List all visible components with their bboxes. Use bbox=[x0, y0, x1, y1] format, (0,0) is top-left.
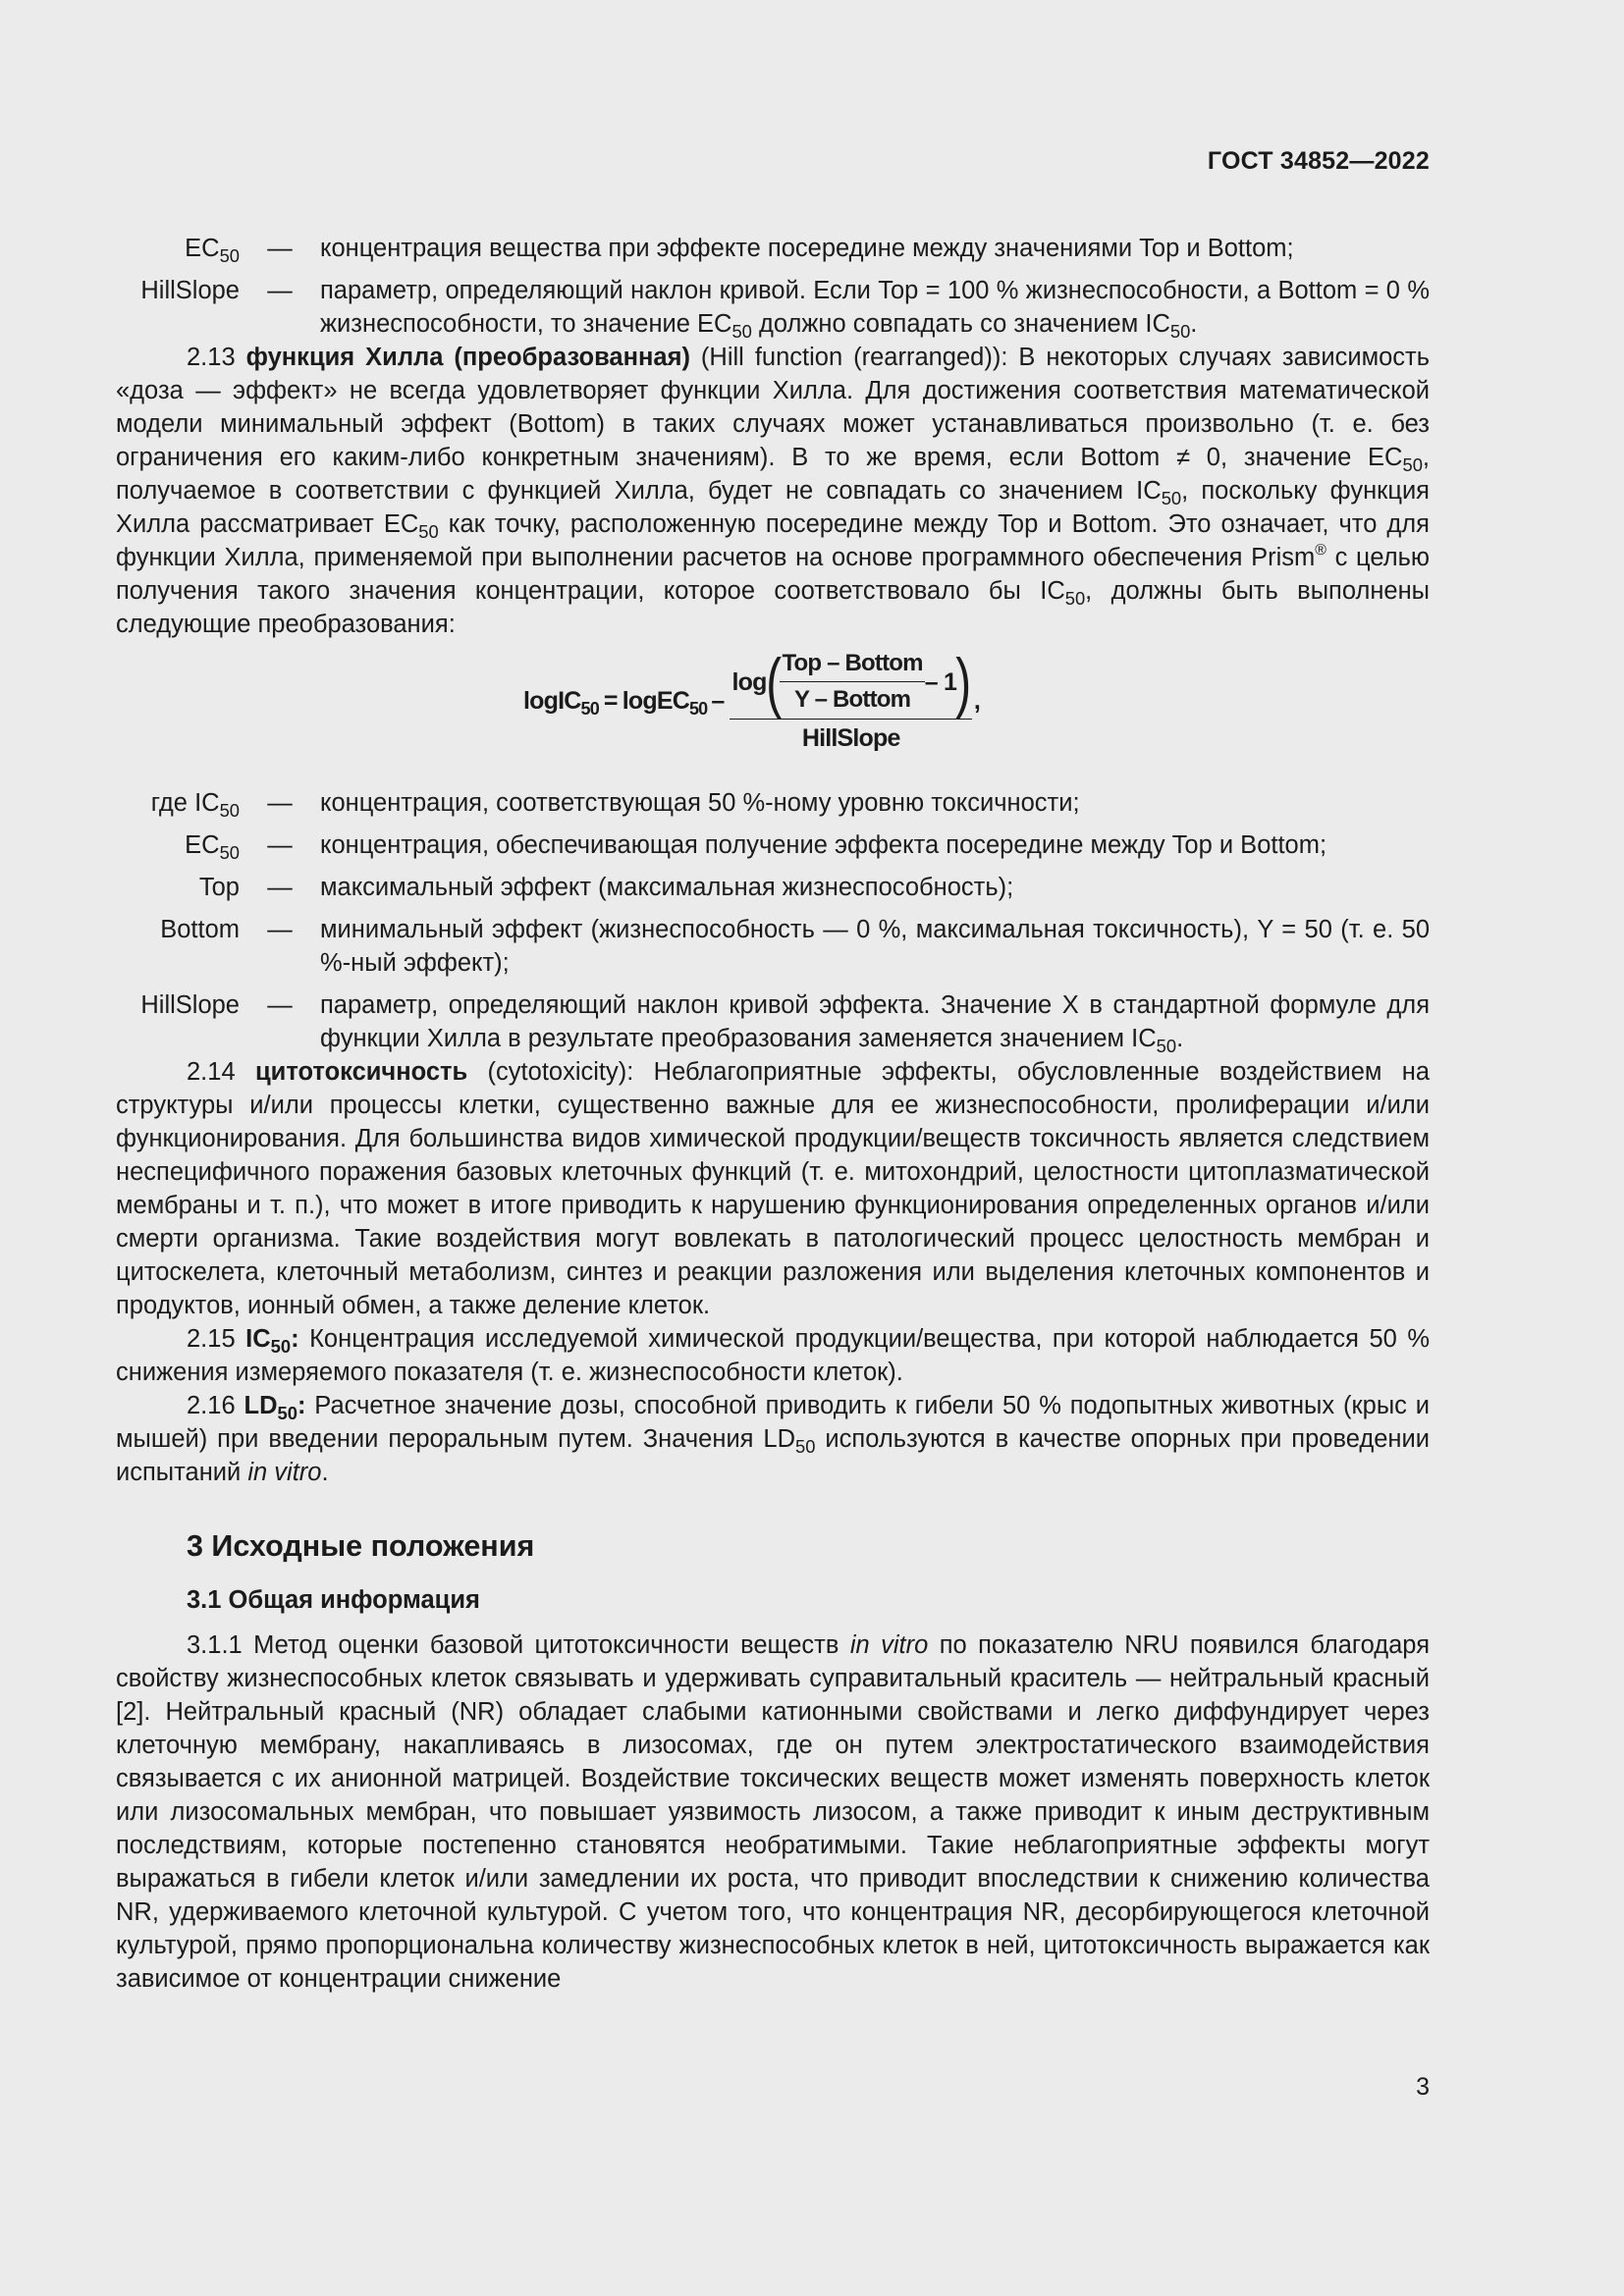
definition-dash: — bbox=[267, 831, 293, 859]
term-ld50: $LD_{50}$: bbox=[244, 1392, 306, 1423]
definition-term: Top bbox=[198, 874, 240, 901]
definition-ec50 bbox=[116, 232, 1430, 265]
document-id-header: ГОСТ 34852—2022 bbox=[1207, 147, 1430, 175]
definition-term: где $IC_{50}$ bbox=[150, 789, 240, 821]
definition-dash: — bbox=[267, 789, 293, 817]
definition-ic50 bbox=[116, 786, 1430, 820]
paragraph-2-16: 2.16 $LD_{50}$: Расчетное значение дозы, способной приводить к гибели 50 % подопытных животных (крыс и мышей) при введении пероральным путем. Значения $LD_{50}$ используются в качестве опорных при проведении испытаний in vitro. bbox=[116, 1392, 1431, 1486]
definition-text: концентрация, обеспечивающая получение эффекта посередине между Top и Bottom; bbox=[320, 831, 1327, 859]
definition-hillslope bbox=[116, 988, 1430, 1055]
definition-dash: — bbox=[267, 277, 293, 304]
paragraph-2-13: 2.13 функция Хилла (преобразованная) (Hill function (rearranged)): В некоторых случаях зависимость «доза — эффект» не всегда удовлетворяет функции Хилла. Для достижения соответствия математической модели минимальный эффект (Bottom) в таких случаях может устанавливаться произвольно (т. е. без ограничения его каким-либо конкретным значениям). В то же время, если Bottom ≠ 0, значение $EC_{50}$, получаемое в соответствии с функцией Хилла, будет не совпадать со значением $IC_{50}$, поскольку функция Хилла рассматривает $EC_{50}$ как точку, расположенную посередине между Top и Bottom. Это означает, что для функции Хилла, применяемой при выполнении расчетов на основе программного обеспечения Prism® с целью получения такого значения концентрации, которое соответствовало бы $IC_{50}$, должны быть выполнены следующие преобразования: bbox=[116, 344, 1431, 638]
definition-text: концентрация, соответствующая 50 %-ному уровню токсичности; bbox=[320, 789, 1080, 817]
definition-text: максимальный эффект (максимальная жизнеспособность); bbox=[320, 874, 1014, 901]
term-cytotoxicity: цитотоксичность bbox=[254, 1058, 468, 1086]
formula-rhs: logEC$_{50}$ bbox=[622, 687, 708, 719]
definition-text: концентрация вещества при эффекте посередине между значениями Top и Bottom; bbox=[320, 235, 1294, 262]
definition-term: Bottom bbox=[160, 916, 240, 943]
definition-dash: — bbox=[267, 991, 293, 1019]
definition-text: минимальный эффект (жизнеспособность — 0 %, максимальная токсичность), Y = 50 (т. е. 50 %-ный эффект); bbox=[320, 916, 1430, 977]
definition-term: HillSlope bbox=[140, 991, 240, 1019]
formula-denominator: HillSlope bbox=[730, 719, 971, 755]
formula-block bbox=[116, 641, 1430, 786]
definition-term: $EC_{50}$ bbox=[185, 235, 240, 266]
definition-dash: — bbox=[267, 916, 293, 943]
formula-numerator: log ( $\frac{\text{Top – Bottom}}{\text{Y – Bottom}}$ – 1 ) bbox=[731, 644, 971, 720]
definition-top bbox=[116, 871, 1430, 904]
subsection-heading-3-1: 3.1 Общая информация bbox=[187, 1586, 480, 1614]
definition-text: параметр, определяющий наклон кривой. Если Top = 100 % жизнеспособности, а Bottom = 0 % жизнеспособности, то значение $EC_{50}$ должно совпадать со значением $IC_{50}$. bbox=[320, 277, 1430, 342]
definition-ec50 bbox=[116, 828, 1430, 862]
formula-equals: = bbox=[603, 687, 618, 715]
definition-dash: — bbox=[267, 235, 293, 262]
definition-hillslope bbox=[116, 274, 1430, 341]
paragraph-2-15: 2.15 $IC_{50}$: Концентрация исследуемой химической продукции/вещества, при которой наблюдается 50 % снижения измеряемого показателя (т. е. жизнеспособности клеток). bbox=[116, 1325, 1430, 1386]
definition-term: $EC_{50}$ bbox=[185, 831, 240, 863]
formula-open-paren: ( bbox=[765, 644, 782, 720]
term-ic50: $IC_{50}$: bbox=[245, 1325, 299, 1357]
formula-minus: – bbox=[711, 687, 725, 715]
formula-lhs: logIC$_{50}$ bbox=[523, 687, 599, 719]
formula-inner-fraction: $\frac{\text{Top – Bottom}}{\text{Y – Bottom}}$ bbox=[780, 647, 924, 717]
page-number: 3 bbox=[1416, 2073, 1430, 2101]
formula-trail: , bbox=[973, 687, 981, 715]
definition-list-where bbox=[116, 786, 1430, 1055]
definition-dash: — bbox=[267, 874, 293, 901]
definition-list-top bbox=[116, 232, 1430, 341]
paragraph-2-14: 2.14 цитотоксичность (cytotoxicity): Неблагоприятные эффекты, обусловленные воздействием на структуры и/или процессы клетки, существенно важные для ее жизнеспособности, пролиферации и/или функционирования. Для большинства видов химической продукции/веществ токсичность является следствием неспецифичного поражения базовых клеточных функций (т. е. митохондрий, целостности цитоплазматической мембраны и т. п.), что может в итоге приводить к нарушению функционирования определенных органов и/или смерти организма. Такие воздействия могут вовлекать в патологический процесс целостность мембран и цитоскелета, клеточный метаболизм, синтез и реакции разложения или выделения клеточных компонентов и продуктов, ионный обмен, а также деление клеток. bbox=[116, 1058, 1431, 1319]
page-content bbox=[116, 232, 1430, 1996]
definition-text: параметр, определяющий наклон кривой эффекта. Значение X в стандартной формуле для функции Хилла в результате преобразования заменяется значением $IC_{50}$. bbox=[320, 991, 1430, 1056]
definition-term: HillSlope bbox=[140, 277, 240, 304]
definition-bottom bbox=[116, 913, 1430, 980]
formula-fraction bbox=[730, 644, 971, 755]
formula-close-paren: ) bbox=[955, 644, 971, 720]
paragraph-3-1-1: 3.1.1 Метод оценки базовой цитотоксичности веществ in vitro по показателю NRU появился благодаря свойству жизнеспособных клеток связывать и удерживать суправитальный краситель — нейтральный красный [2]. Нейтральный красный (NR) обладает слабыми катионными свойствами и легко диффундирует через клеточную мембрану, накапливаясь в лизосомах, где он путем электростатического взаимодействия связывается с их анионной матрицей. Воздействие токсических веществ может изменять поверхность клеток или лизосомальных мембран, что повышает уязвимость лизосом, а также приводит к иным деструктивным последствиям, которые постепенно становятся необратимыми. Такие неблагоприятные эффекты могут выражаться в гибели клеток и/или замедлении их роста, что приводит впоследствии к снижению количества NR, удерживаемого клеточной культурой. С учетом того, что концентрация NR, десорбирующегося клеточной культурой, прямо пропорциональна количеству жизнеспособных клеток в ней, цитотоксичность выражается как зависимое от концентрации снижение bbox=[116, 1631, 1431, 1993]
hill-formula bbox=[523, 644, 981, 755]
section-heading-3: 3 Исходные положения bbox=[187, 1529, 535, 1563]
term-hill-function: функция Хилла (преобразованная) bbox=[245, 344, 690, 371]
